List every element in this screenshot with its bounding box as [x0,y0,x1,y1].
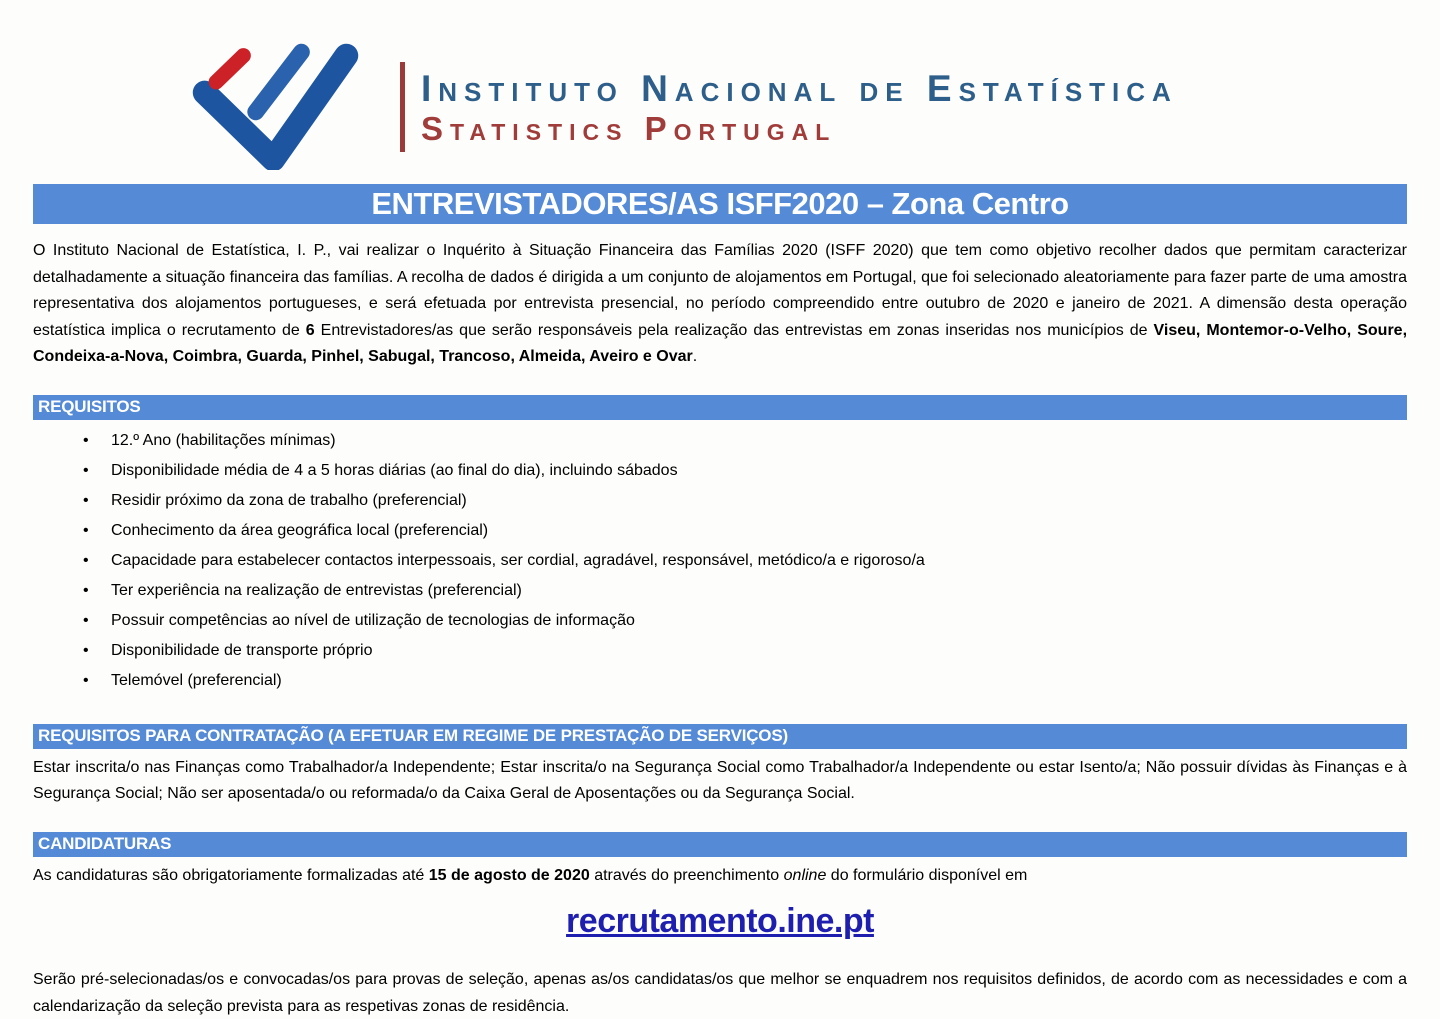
requirement-item: • Disponibilidade de transporte próprio [111,636,1407,666]
recruitment-link[interactable]: recrutamento.ine.pt [566,902,874,941]
online-word: online [783,866,827,884]
requirement-item: • Capacidade para estabelecer contactos interpessoais, ser cordial, agradável, responsável, metódico/a e rigoroso/a [111,546,1407,576]
intro-text-end: . [692,348,698,366]
letterhead [173,38,1407,170]
intro-text-start: O Instituto Nacional de Estatística, I. P., vai realizar o Inquérito à Situação Financeira das Famílias 2020 (ISFF 2020) que tem como objetivo recolher dados que permitam caracterizar detalhadamente a situação financeira das famílias. A recolha de dados é dirigida a um conjunto de alojamentos em Portugal, que foi selecionado aleatoriamente para fazer parte de uma amostra representativa dos alojamentos portugueses, e será efetuada por entrevista presencial, no período compreendido entre outubro de 2020 e janeiro de 2021. A dimensão desta operação estatística implica o recrutamento de [33,242,1407,339]
requirement-item: • 12.º Ano (habilitações mínimas) [111,426,1407,456]
requirement-item: • Conhecimento da área geográfica local (preferencial) [111,516,1407,546]
municipalities-list: Viseu, Montemor-o-Velho, Soure, Condeixa-a-Nova, Coimbra, Guarda, Pinhel, Sabugal, Trancoso, Almeida, Aveiro e Ovar [33,321,1408,366]
requisitos-list [33,426,1407,696]
requirement-item: • Ter experiência na realização de entrevistas (preferencial) [111,576,1407,606]
job-title-banner: ENTREVISTADORES/AS ISFF2020 – Zona Centro [33,184,1407,224]
interviewer-count: 6 [305,321,315,339]
logo-divider [400,62,405,152]
org-names [421,60,1178,148]
contratacao-paragraph: Estar inscrita/o nas Finanças como Trabalhador/a Independente; Estar inscrita/o na Segurança Social como Trabalhador/a Independente ou estar Isento/a; Não possuir dívidas às Finanças e à Segurança Social; Não ser aposentada/o ou reformada/o da Caixa Geral de Aposentações ou da Segurança Social. [33,758,1407,803]
requisitos-heading: REQUISITOS [33,395,1407,420]
requirement-item: • Residir próximo da zona de trabalho (preferencial) [111,486,1407,516]
closing-paragraph: Serão pré-selecionadas/os e convocadas/os para provas de seleção, apenas as/os candidatas/os que melhor se enquadrem nos requisitos definidos, de acordo com as necessidades e com a calendarização da seleção prevista para as respetivas zonas de residência. [33,971,1407,1015]
intro-text-mid: Entrevistadores/as que serão responsáveis pela realização das entrevistas em zonas inseridas nos municípios de [314,321,1154,339]
application-deadline: 15 de agosto de 2020 [428,866,590,884]
requirement-item: • Possuir competências ao nível de utilização de tecnologias de informação [111,606,1407,636]
requirement-item: • Disponibilidade média de 4 a 5 horas diárias (ao final do dia), incluindo sábados [111,456,1407,486]
candidaturas-heading: CANDIDATURAS [33,832,1407,857]
intro-paragraph [33,238,1407,371]
org-name-english: Statistics Portugal [421,110,837,148]
candidaturas-text-start: As candidaturas são obrigatoriamente formalizadas até [33,866,429,884]
contratacao-heading: REQUISITOS PARA CONTRATAÇÃO (A EFETUAR EM REGIME DE PRESTAÇÃO DE SERVIÇOS) [33,724,1407,749]
candidaturas-text-mid: através do preenchimento [589,866,784,884]
requirement-item: • Telemóvel (preferencial) [111,666,1407,696]
org-name-portuguese: Instituto Nacional de Estatística [421,67,1178,109]
ine-logo-checkmark-icon [173,38,378,170]
candidaturas-paragraph [33,863,1407,889]
recruitment-link-line [33,902,1407,941]
candidaturas-text-end: do formulário disponível em [826,866,1028,884]
